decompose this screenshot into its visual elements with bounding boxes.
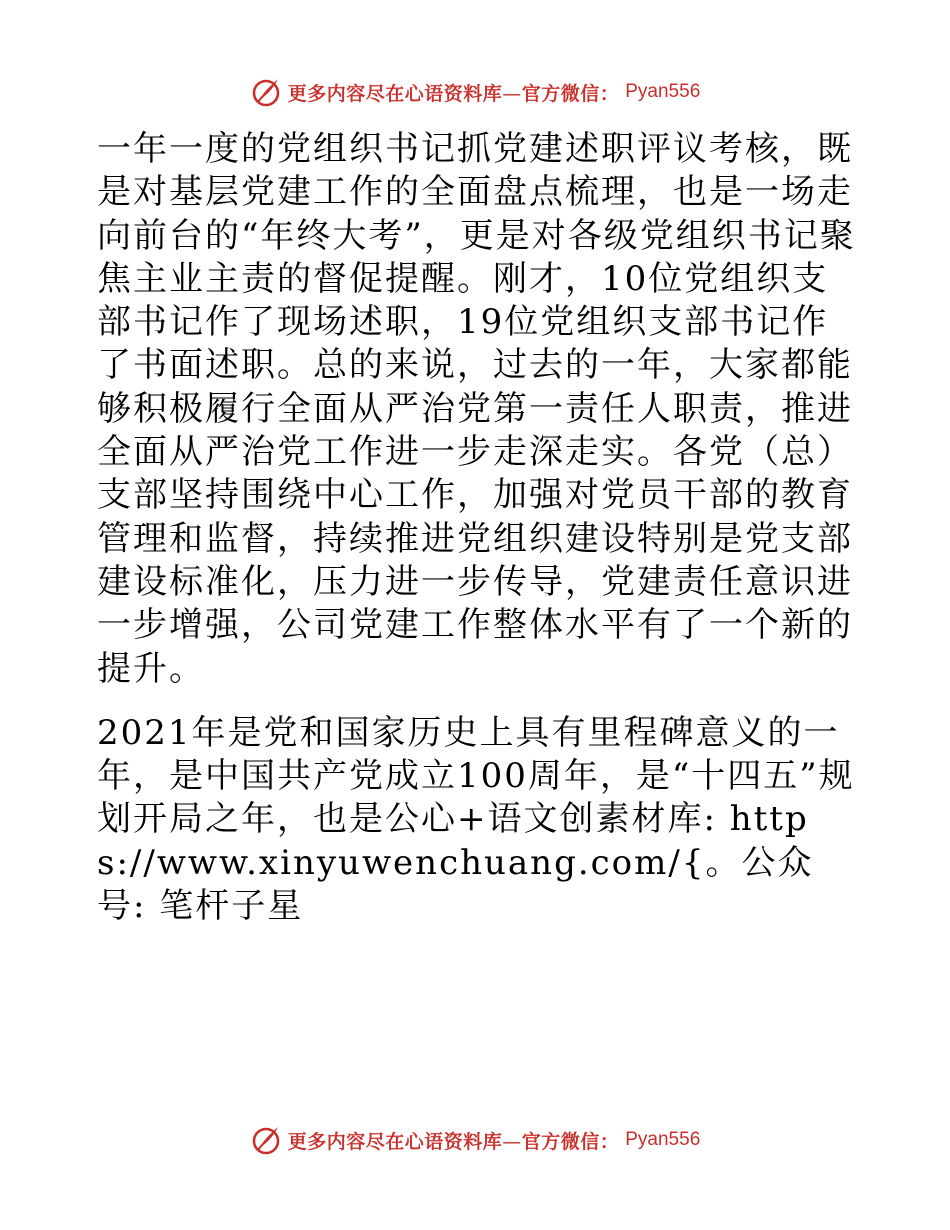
- document-body: [97, 128, 857, 928]
- feather-pen-logo-icon: [250, 76, 282, 108]
- paragraph-1: 一年一度的党组织书记抓党建述职评议考核，既是对基层党建工作的全面盘点梳理，也是一场走向前台的“年终大考”，更是对各级党组织书记聚焦主业主责的督促提醒。刚才，10位党组织支部书记作了现场述职，19位党组织支部书记作了书面述职。总的来说，过去的一年，大家都能够积极履行全面从严治党第一责任人职责，推进全面从严治党工作进一步走深走实。各党（总）支部坚持围绕中心工作，加强对党员干部的教育管理和监督，持续推进党组织建设特别是党支部建设标准化，压力进一步传导，党建责任意识进一步增强，公司党建工作整体水平有了一个新的提升。: [97, 129, 856, 689]
- header-watermark: [0, 72, 950, 112]
- watermark-text: 更多内容尽在心语资料库—官方微信：: [287, 82, 620, 105]
- watermark-wechat-id: Pyan556: [625, 1129, 701, 1150]
- watermark-text: 更多内容尽在心语资料库—官方微信：: [287, 1130, 620, 1153]
- feather-pen-logo-icon: [250, 1124, 282, 1156]
- watermark-wechat-id: Pyan556: [625, 81, 701, 102]
- paragraph-2: 2021年是党和国家历史上具有里程碑意义的一年，是中国共产党成立100周年，是“十四五”规划开局之年，也是公心+语文创素材库: https://www.xinyuwenchuang.com/{。公众号: 笔杆子星: [97, 712, 855, 927]
- footer-watermark: [0, 1120, 950, 1160]
